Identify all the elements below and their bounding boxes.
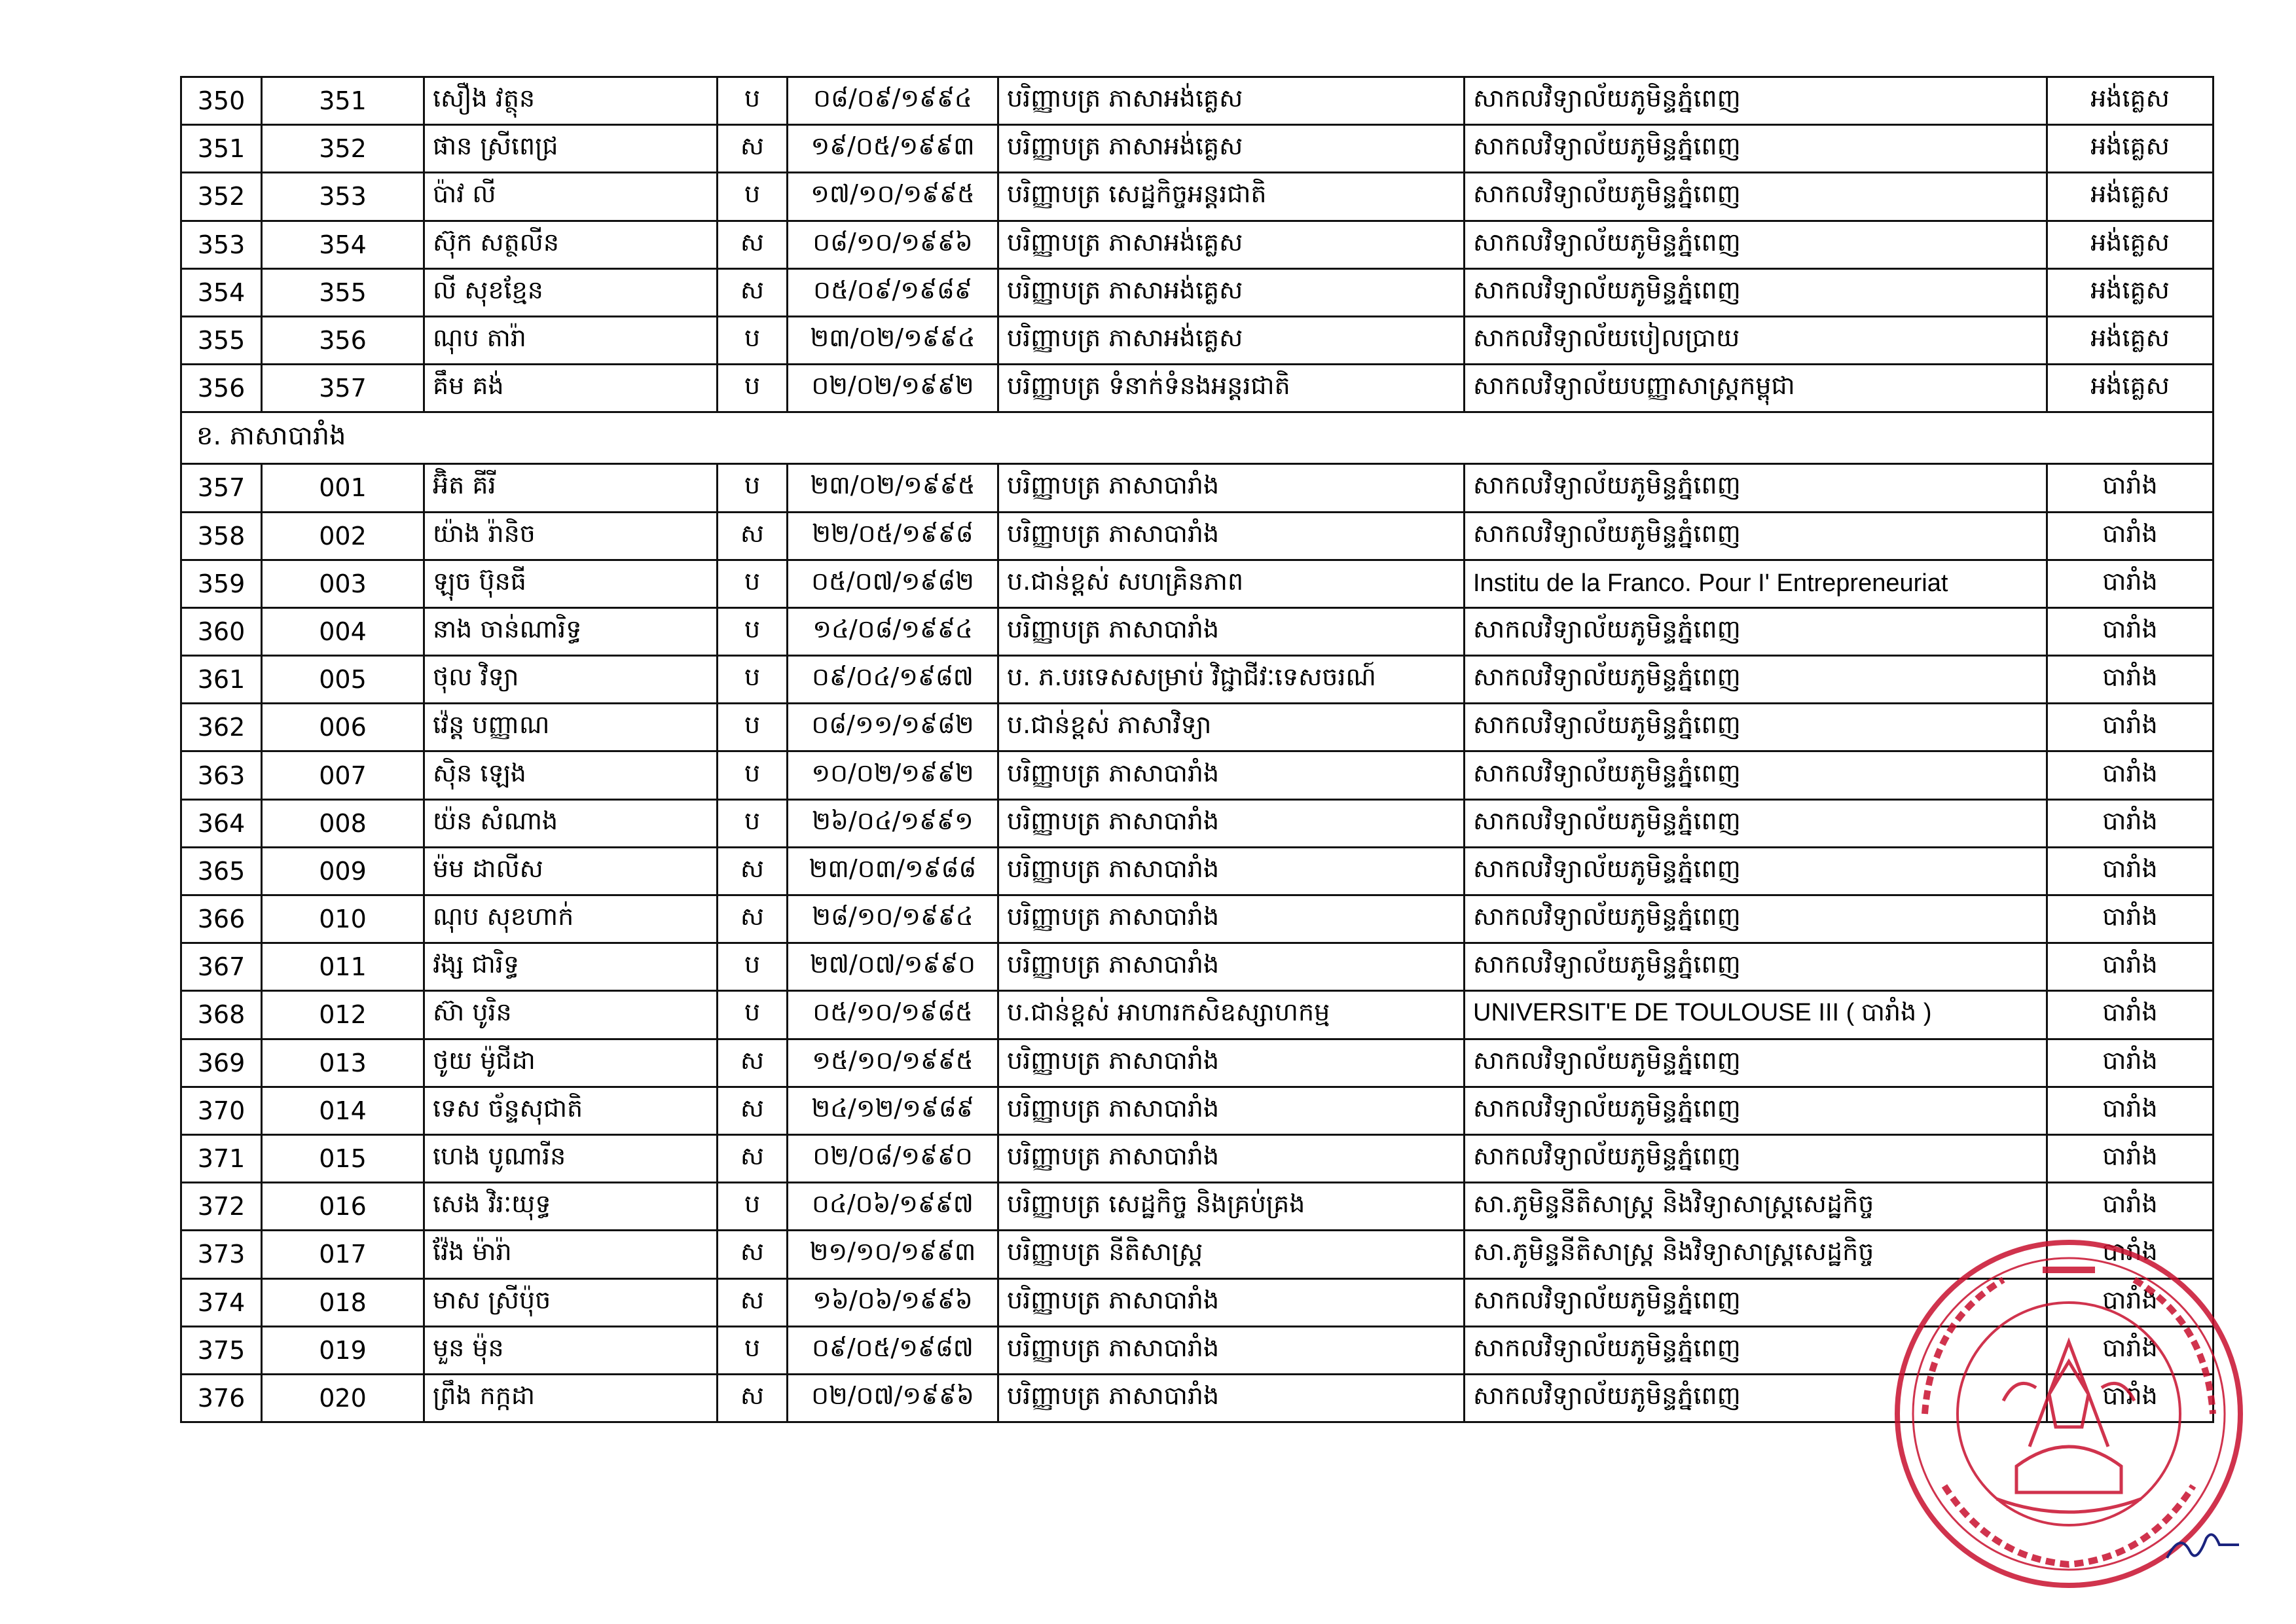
date-of-birth-cell: ០៨/១១/១៩៨២ <box>788 704 998 751</box>
date-of-birth-cell: ០២/០៨/១៩៩០ <box>788 1134 998 1182</box>
candidate-number-cell: 008 <box>262 799 424 847</box>
candidate-number-cell: 011 <box>262 943 424 991</box>
date-of-birth-cell: ០៥/០៩/១៩៨៩ <box>788 268 998 316</box>
rows-english-section <box>181 77 2214 412</box>
language-cell: បារាំង <box>2047 751 2214 799</box>
gender-cell: ប <box>718 560 788 607</box>
date-of-birth-cell: ២៣/០៣/១៩៨៨ <box>788 847 998 895</box>
institution-cell: សាកលវិទ្យាល័យភូមិន្ទភ្នំពេញ <box>1465 77 2047 125</box>
candidate-name-cell: វង្ស ជារិទ្ធ <box>424 943 718 991</box>
table-row <box>181 799 2214 847</box>
institution-cell: សាកលវិទ្យាល័យភូមិន្ទភ្នំពេញ <box>1465 464 2047 512</box>
candidate-number-cell: 357 <box>262 365 424 412</box>
table-row <box>181 173 2214 221</box>
degree-cell: បរិញ្ញាបត្រ សេដ្ឋកិច្ចអន្តរជាតិ <box>998 173 1465 221</box>
language-cell: បារាំង <box>2047 1231 2214 1278</box>
gender-cell: ស <box>718 125 788 173</box>
institution-cell: សាកលវិទ្យាល័យភូមិន្ទភ្នំពេញ <box>1465 1326 2047 1374</box>
date-of-birth-cell: ២៣/០២/១៩៩៥ <box>788 464 998 512</box>
gender-cell: ប <box>718 704 788 751</box>
table-row <box>181 991 2214 1039</box>
degree-cell: បរិញ្ញាបត្រ ភាសាបារាំង <box>998 1087 1465 1134</box>
gender-cell: ស <box>718 1278 788 1326</box>
candidate-number-cell: 013 <box>262 1039 424 1087</box>
language-cell: បារាំង <box>2047 560 2214 607</box>
degree-cell: បរិញ្ញាបត្រ ភាសាបារាំង <box>998 847 1465 895</box>
row-number-cell: 350 <box>181 77 262 125</box>
institution-cell: សាកលវិទ្យាល័យភូមិន្ទភ្នំពេញ <box>1465 799 2047 847</box>
candidate-name-cell: ណុប តារ៉ា <box>424 316 718 364</box>
candidate-name-cell: សឿង វត្ថុន <box>424 77 718 125</box>
language-cell: អង់គ្លេស <box>2047 77 2214 125</box>
section-header-row <box>181 412 2214 464</box>
table-row <box>181 221 2214 268</box>
row-number-cell: 357 <box>181 464 262 512</box>
row-number-cell: 374 <box>181 1278 262 1326</box>
candidate-number-cell: 353 <box>262 173 424 221</box>
date-of-birth-cell: ០២/០២/១៩៩២ <box>788 365 998 412</box>
institution-cell: សាកលវិទ្យាល័យភូមិន្ទភ្នំពេញ <box>1465 1134 2047 1182</box>
institution-cell: Institu de la Franco. Pour I' Entrepreneuriat <box>1465 560 2047 607</box>
gender-cell: ស <box>718 221 788 268</box>
degree-cell: បរិញ្ញាបត្រ ទំនាក់ទំនងអន្តរជាតិ <box>998 365 1465 412</box>
date-of-birth-cell: ១៧/១០/១៩៩៥ <box>788 173 998 221</box>
candidate-number-cell: 001 <box>262 464 424 512</box>
language-cell: បារាំង <box>2047 1278 2214 1326</box>
section-title: ខ. ភាសាបារាំង <box>181 412 2214 464</box>
candidate-number-cell: 017 <box>262 1231 424 1278</box>
date-of-birth-cell: ២៦/០៤/១៩៩១ <box>788 799 998 847</box>
table-row <box>181 656 2214 704</box>
language-cell: អង់គ្លេស <box>2047 173 2214 221</box>
gender-cell: ប <box>718 1326 788 1374</box>
candidate-name-cell: មាស ស្រីប៉ុច <box>424 1278 718 1326</box>
language-cell: បារាំង <box>2047 799 2214 847</box>
table-row <box>181 607 2214 655</box>
degree-cell: បរិញ្ញាបត្រ ភាសាបារាំង <box>998 464 1465 512</box>
date-of-birth-cell: ១៥/១០/១៩៩៥ <box>788 1039 998 1087</box>
degree-cell: បរិញ្ញាបត្រ ភាសាអង់គ្លេស <box>998 77 1465 125</box>
row-number-cell: 355 <box>181 316 262 364</box>
row-number-cell: 369 <box>181 1039 262 1087</box>
candidate-name-cell: ណុប សុខហាក់ <box>424 895 718 943</box>
table-row <box>181 895 2214 943</box>
degree-cell: បរិញ្ញាបត្រ ភាសាបារាំង <box>998 799 1465 847</box>
row-number-cell: 353 <box>181 221 262 268</box>
section-header-group <box>181 412 2214 464</box>
degree-cell: ប. ភ.បរទេសសម្រាប់ វិជ្ជាជីវៈទេសចរណ៍ <box>998 656 1465 704</box>
language-cell: បារាំង <box>2047 991 2214 1039</box>
degree-cell: បរិញ្ញាបត្រ ភាសាបារាំង <box>998 1039 1465 1087</box>
row-number-cell: 360 <box>181 607 262 655</box>
candidate-number-cell: 015 <box>262 1134 424 1182</box>
candidate-number-cell: 007 <box>262 751 424 799</box>
candidate-number-cell: 352 <box>262 125 424 173</box>
candidate-number-cell: 006 <box>262 704 424 751</box>
gender-cell: ស <box>718 512 788 560</box>
degree-cell: បរិញ្ញាបត្រ ភាសាបារាំង <box>998 1278 1465 1326</box>
candidate-name-cell: យ៉ាង រ៉ានិច <box>424 512 718 560</box>
candidate-name-cell: វ៉េន្ត បញ្ញាណ <box>424 704 718 751</box>
institution-cell: សាកលវិទ្យាល័យភូមិន្ទភ្នំពេញ <box>1465 221 2047 268</box>
date-of-birth-cell: ២២/០៥/១៩៩៨ <box>788 512 998 560</box>
language-cell: បារាំង <box>2047 656 2214 704</box>
institution-cell: សាកលវិទ្យាល័យភូមិន្ទភ្នំពេញ <box>1465 751 2047 799</box>
language-cell: អង់គ្លេស <box>2047 268 2214 316</box>
gender-cell: ស <box>718 1134 788 1182</box>
candidate-name-cell: ព្រឹង កក្កដា <box>424 1374 718 1422</box>
language-cell: បារាំង <box>2047 1134 2214 1182</box>
degree-cell: បរិញ្ញាបត្រ ភាសាបារាំង <box>998 895 1465 943</box>
language-cell: បារាំង <box>2047 1326 2214 1374</box>
row-number-cell: 356 <box>181 365 262 412</box>
gender-cell: ស <box>718 1231 788 1278</box>
language-cell: អង់គ្លេស <box>2047 125 2214 173</box>
table-row <box>181 77 2214 125</box>
candidate-name-cell: ម៉ម ដាលីស <box>424 847 718 895</box>
degree-cell: បរិញ្ញាបត្រ ភាសាបារាំង <box>998 943 1465 991</box>
degree-cell: បរិញ្ញាបត្រ ភាសាអង់គ្លេស <box>998 125 1465 173</box>
degree-cell: បរិញ្ញាបត្រ ភាសាអង់គ្លេស <box>998 316 1465 364</box>
language-cell: បារាំង <box>2047 1039 2214 1087</box>
degree-cell: បរិញ្ញាបត្រ សេដ្ឋកិច្ច និងគ្រប់គ្រង <box>998 1183 1465 1231</box>
table-row <box>181 560 2214 607</box>
table-row <box>181 512 2214 560</box>
institution-cell: សា.ភូមិន្ទនីតិសាស្ត្រ និងវិទ្យាសាស្ត្រសេដ្ឋកិច្ច <box>1465 1231 2047 1278</box>
gender-cell: ស <box>718 895 788 943</box>
gender-cell: ប <box>718 365 788 412</box>
candidate-name-cell: មួន ម៉ុន <box>424 1326 718 1374</box>
date-of-birth-cell: ២៨/១០/១៩៩៤ <box>788 895 998 943</box>
row-number-cell: 351 <box>181 125 262 173</box>
table-row <box>181 316 2214 364</box>
row-number-cell: 362 <box>181 704 262 751</box>
gender-cell: ប <box>718 77 788 125</box>
language-cell: បារាំង <box>2047 1374 2214 1422</box>
row-number-cell: 366 <box>181 895 262 943</box>
institution-cell: សាកលវិទ្យាល័យភូមិន្ទភ្នំពេញ <box>1465 895 2047 943</box>
gender-cell: ស <box>718 847 788 895</box>
table-row <box>181 1039 2214 1087</box>
date-of-birth-cell: ០៥/០៧/១៩៨២ <box>788 560 998 607</box>
gender-cell: ប <box>718 173 788 221</box>
language-cell: អង់គ្លេស <box>2047 221 2214 268</box>
institution-cell: សាកលវិទ្យាល័យបញ្ញាសាស្ត្រកម្ពុជា <box>1465 365 2047 412</box>
candidate-name-cell: ស៊ិន ឡេង <box>424 751 718 799</box>
institution-cell: សាកលវិទ្យាល័យភូមិន្ទភ្នំពេញ <box>1465 656 2047 704</box>
table-row <box>181 1134 2214 1182</box>
language-cell: បារាំង <box>2047 847 2214 895</box>
date-of-birth-cell: ១០/០២/១៩៩២ <box>788 751 998 799</box>
degree-cell: បរិញ្ញាបត្រ ភាសាបារាំង <box>998 607 1465 655</box>
date-of-birth-cell: ០២/០៧/១៩៩៦ <box>788 1374 998 1422</box>
degree-cell: បរិញ្ញាបត្រ ភាសាបារាំង <box>998 751 1465 799</box>
degree-cell: ប.ជាន់ខ្ពស់ អាហារកសិឧស្សាហកម្ម <box>998 991 1465 1039</box>
candidate-number-cell: 005 <box>262 656 424 704</box>
candidate-number-cell: 351 <box>262 77 424 125</box>
row-number-cell: 364 <box>181 799 262 847</box>
institution-cell: សាកលវិទ្យាល័យភូមិន្ទភ្នំពេញ <box>1465 512 2047 560</box>
candidate-name-cell: ស៊ុក សត្ថលីន <box>424 221 718 268</box>
institution-cell: សាកលវិទ្យាល័យភូមិន្ទភ្នំពេញ <box>1465 847 2047 895</box>
degree-cell: បរិញ្ញាបត្រ ភាសាបារាំង <box>998 1374 1465 1422</box>
candidate-name-cell: លី សុខខ្មែន <box>424 268 718 316</box>
candidate-number-cell: 356 <box>262 316 424 364</box>
row-number-cell: 361 <box>181 656 262 704</box>
row-number-cell: 367 <box>181 943 262 991</box>
table-row <box>181 943 2214 991</box>
row-number-cell: 375 <box>181 1326 262 1374</box>
candidate-name-cell: ហេង បូណារីន <box>424 1134 718 1182</box>
candidate-name-cell: ទេស ច័ន្ទសុជាតិ <box>424 1087 718 1134</box>
date-of-birth-cell: ២១/១០/១៩៩៣ <box>788 1231 998 1278</box>
degree-cell: បរិញ្ញាបត្រ ភាសាបារាំង <box>998 1326 1465 1374</box>
row-number-cell: 370 <box>181 1087 262 1134</box>
candidate-list-table <box>180 76 2214 1423</box>
gender-cell: ប <box>718 943 788 991</box>
gender-cell: ប <box>718 656 788 704</box>
candidate-name-cell: អ៊ិត គីរី <box>424 464 718 512</box>
gender-cell: ប <box>718 316 788 364</box>
date-of-birth-cell: ២៤/១២/១៩៨៩ <box>788 1087 998 1134</box>
language-cell: អង់គ្លេស <box>2047 316 2214 364</box>
date-of-birth-cell: ០៤/០៦/១៩៩៧ <box>788 1183 998 1231</box>
table-row <box>181 125 2214 173</box>
date-of-birth-cell: ០៨/១០/១៩៩៦ <box>788 221 998 268</box>
row-number-cell: 373 <box>181 1231 262 1278</box>
table-row <box>181 704 2214 751</box>
row-number-cell: 359 <box>181 560 262 607</box>
candidate-name-cell: ប៉ាវ លី <box>424 173 718 221</box>
candidate-name-cell: យ៉ន សំណាង <box>424 799 718 847</box>
gender-cell: ប <box>718 799 788 847</box>
institution-cell: សាកលវិទ្យាល័យភូមិន្ទភ្នំពេញ <box>1465 1039 2047 1087</box>
institution-cell: សាកលវិទ្យាល័យភូមិន្ទភ្នំពេញ <box>1465 1278 2047 1326</box>
degree-cell: បរិញ្ញាបត្រ ភាសាអង់គ្លេស <box>998 221 1465 268</box>
degree-cell: បរិញ្ញាបត្រ ភាសាបារាំង <box>998 512 1465 560</box>
table-row <box>181 365 2214 412</box>
table-row <box>181 268 2214 316</box>
language-cell: បារាំង <box>2047 704 2214 751</box>
candidate-name-cell: ថូយ ម៉ូជីដា <box>424 1039 718 1087</box>
candidate-name-cell: ឡុច ប៊ុនធី <box>424 560 718 607</box>
gender-cell: ស <box>718 1039 788 1087</box>
row-number-cell: 365 <box>181 847 262 895</box>
institution-cell: សា.ភូមិន្ទនីតិសាស្ត្រ និងវិទ្យាសាស្ត្រសេដ្ឋកិច្ច <box>1465 1183 2047 1231</box>
date-of-birth-cell: ១៦/០៦/១៩៩៦ <box>788 1278 998 1326</box>
date-of-birth-cell: ១៤/០៨/១៩៩៤ <box>788 607 998 655</box>
institution-cell: សាកលវិទ្យាល័យភូមិន្ទភ្នំពេញ <box>1465 125 2047 173</box>
gender-cell: ប <box>718 991 788 1039</box>
row-number-cell: 352 <box>181 173 262 221</box>
institution-cell: សាកលវិទ្យាល័យភូមិន្ទភ្នំពេញ <box>1465 1087 2047 1134</box>
gender-cell: ប <box>718 1183 788 1231</box>
date-of-birth-cell: ១៩/០៥/១៩៩៣ <box>788 125 998 173</box>
table-row <box>181 1183 2214 1231</box>
degree-cell: បរិញ្ញាបត្រ នីតិសាស្ត្រ <box>998 1231 1465 1278</box>
date-of-birth-cell: ២៧/០៧/១៩៩០ <box>788 943 998 991</box>
candidate-number-cell: 004 <box>262 607 424 655</box>
row-number-cell: 354 <box>181 268 262 316</box>
table-row <box>181 751 2214 799</box>
language-cell: អង់គ្លេស <box>2047 365 2214 412</box>
candidate-number-cell: 003 <box>262 560 424 607</box>
institution-cell: សាកលវិទ្យាល័យភូមិន្ទភ្នំពេញ <box>1465 1374 2047 1422</box>
language-cell: បារាំង <box>2047 943 2214 991</box>
row-number-cell: 368 <box>181 991 262 1039</box>
institution-cell: សាកលវិទ្យាល័យភូមិន្ទភ្នំពេញ <box>1465 704 2047 751</box>
gender-cell: ស <box>718 1374 788 1422</box>
gender-cell: ស <box>718 1087 788 1134</box>
candidate-name-cell: វ៉ែង ម៉ារ៉ា <box>424 1231 718 1278</box>
candidate-number-cell: 020 <box>262 1374 424 1422</box>
candidate-name-cell: នាង ចាន់ណារិទ្ធ <box>424 607 718 655</box>
candidate-number-cell: 018 <box>262 1278 424 1326</box>
candidate-number-cell: 014 <box>262 1087 424 1134</box>
candidate-number-cell: 354 <box>262 221 424 268</box>
degree-cell: ប.ជាន់ខ្ពស់ សហគ្រិនភាព <box>998 560 1465 607</box>
candidate-number-cell: 355 <box>262 268 424 316</box>
date-of-birth-cell: ២៣/០២/១៩៩៤ <box>788 316 998 364</box>
institution-cell: សាកលវិទ្យាល័យភូមិន្ទភ្នំពេញ <box>1465 268 2047 316</box>
language-cell: បារាំង <box>2047 1183 2214 1231</box>
table-row <box>181 464 2214 512</box>
date-of-birth-cell: ០៨/០៩/១៩៩៤ <box>788 77 998 125</box>
row-number-cell: 363 <box>181 751 262 799</box>
gender-cell: ប <box>718 464 788 512</box>
language-cell: បារាំង <box>2047 1087 2214 1134</box>
language-cell: បារាំង <box>2047 895 2214 943</box>
institution-cell: UNIVERSIT'E DE TOULOUSE III ( បារាំង ) <box>1465 991 2047 1039</box>
row-number-cell: 358 <box>181 512 262 560</box>
degree-cell: ប.ជាន់ខ្ពស់ ភាសាវិទ្យា <box>998 704 1465 751</box>
candidate-name-cell: គឹម គង់ <box>424 365 718 412</box>
row-number-cell: 371 <box>181 1134 262 1182</box>
institution-cell: សាកលវិទ្យាល័យបៀលប្រាយ <box>1465 316 2047 364</box>
degree-cell: បរិញ្ញាបត្រ ភាសាអង់គ្លេស <box>998 268 1465 316</box>
institution-cell: សាកលវិទ្យាល័យភូមិន្ទភ្នំពេញ <box>1465 607 2047 655</box>
language-cell: បារាំង <box>2047 512 2214 560</box>
date-of-birth-cell: ០៩/០៥/១៩៨៧ <box>788 1326 998 1374</box>
language-cell: បារាំង <box>2047 464 2214 512</box>
row-number-cell: 376 <box>181 1374 262 1422</box>
table-row <box>181 847 2214 895</box>
candidate-number-cell: 019 <box>262 1326 424 1374</box>
signature-mark <box>2160 1525 2246 1571</box>
gender-cell: ប <box>718 751 788 799</box>
candidate-number-cell: 010 <box>262 895 424 943</box>
language-cell: បារាំង <box>2047 607 2214 655</box>
candidate-number-cell: 002 <box>262 512 424 560</box>
date-of-birth-cell: ០៩/០៤/១៩៨៧ <box>788 656 998 704</box>
institution-cell: សាកលវិទ្យាល័យភូមិន្ទភ្នំពេញ <box>1465 943 2047 991</box>
row-number-cell: 372 <box>181 1183 262 1231</box>
candidate-name-cell: ស៊ា បូរិន <box>424 991 718 1039</box>
candidate-name-cell: សេង វិរៈយុទ្ធ <box>424 1183 718 1231</box>
gender-cell: ប <box>718 607 788 655</box>
table-row <box>181 1087 2214 1134</box>
candidate-number-cell: 009 <box>262 847 424 895</box>
institution-cell: សាកលវិទ្យាល័យភូមិន្ទភ្នំពេញ <box>1465 173 2047 221</box>
degree-cell: បរិញ្ញាបត្រ ភាសាបារាំង <box>998 1134 1465 1182</box>
gender-cell: ស <box>718 268 788 316</box>
candidate-number-cell: 016 <box>262 1183 424 1231</box>
candidate-name-cell: ថុល វិទ្យា <box>424 656 718 704</box>
candidate-number-cell: 012 <box>262 991 424 1039</box>
date-of-birth-cell: ០៥/១០/១៩៨៥ <box>788 991 998 1039</box>
candidate-name-cell: ផាន ស្រីពេជ្រ <box>424 125 718 173</box>
